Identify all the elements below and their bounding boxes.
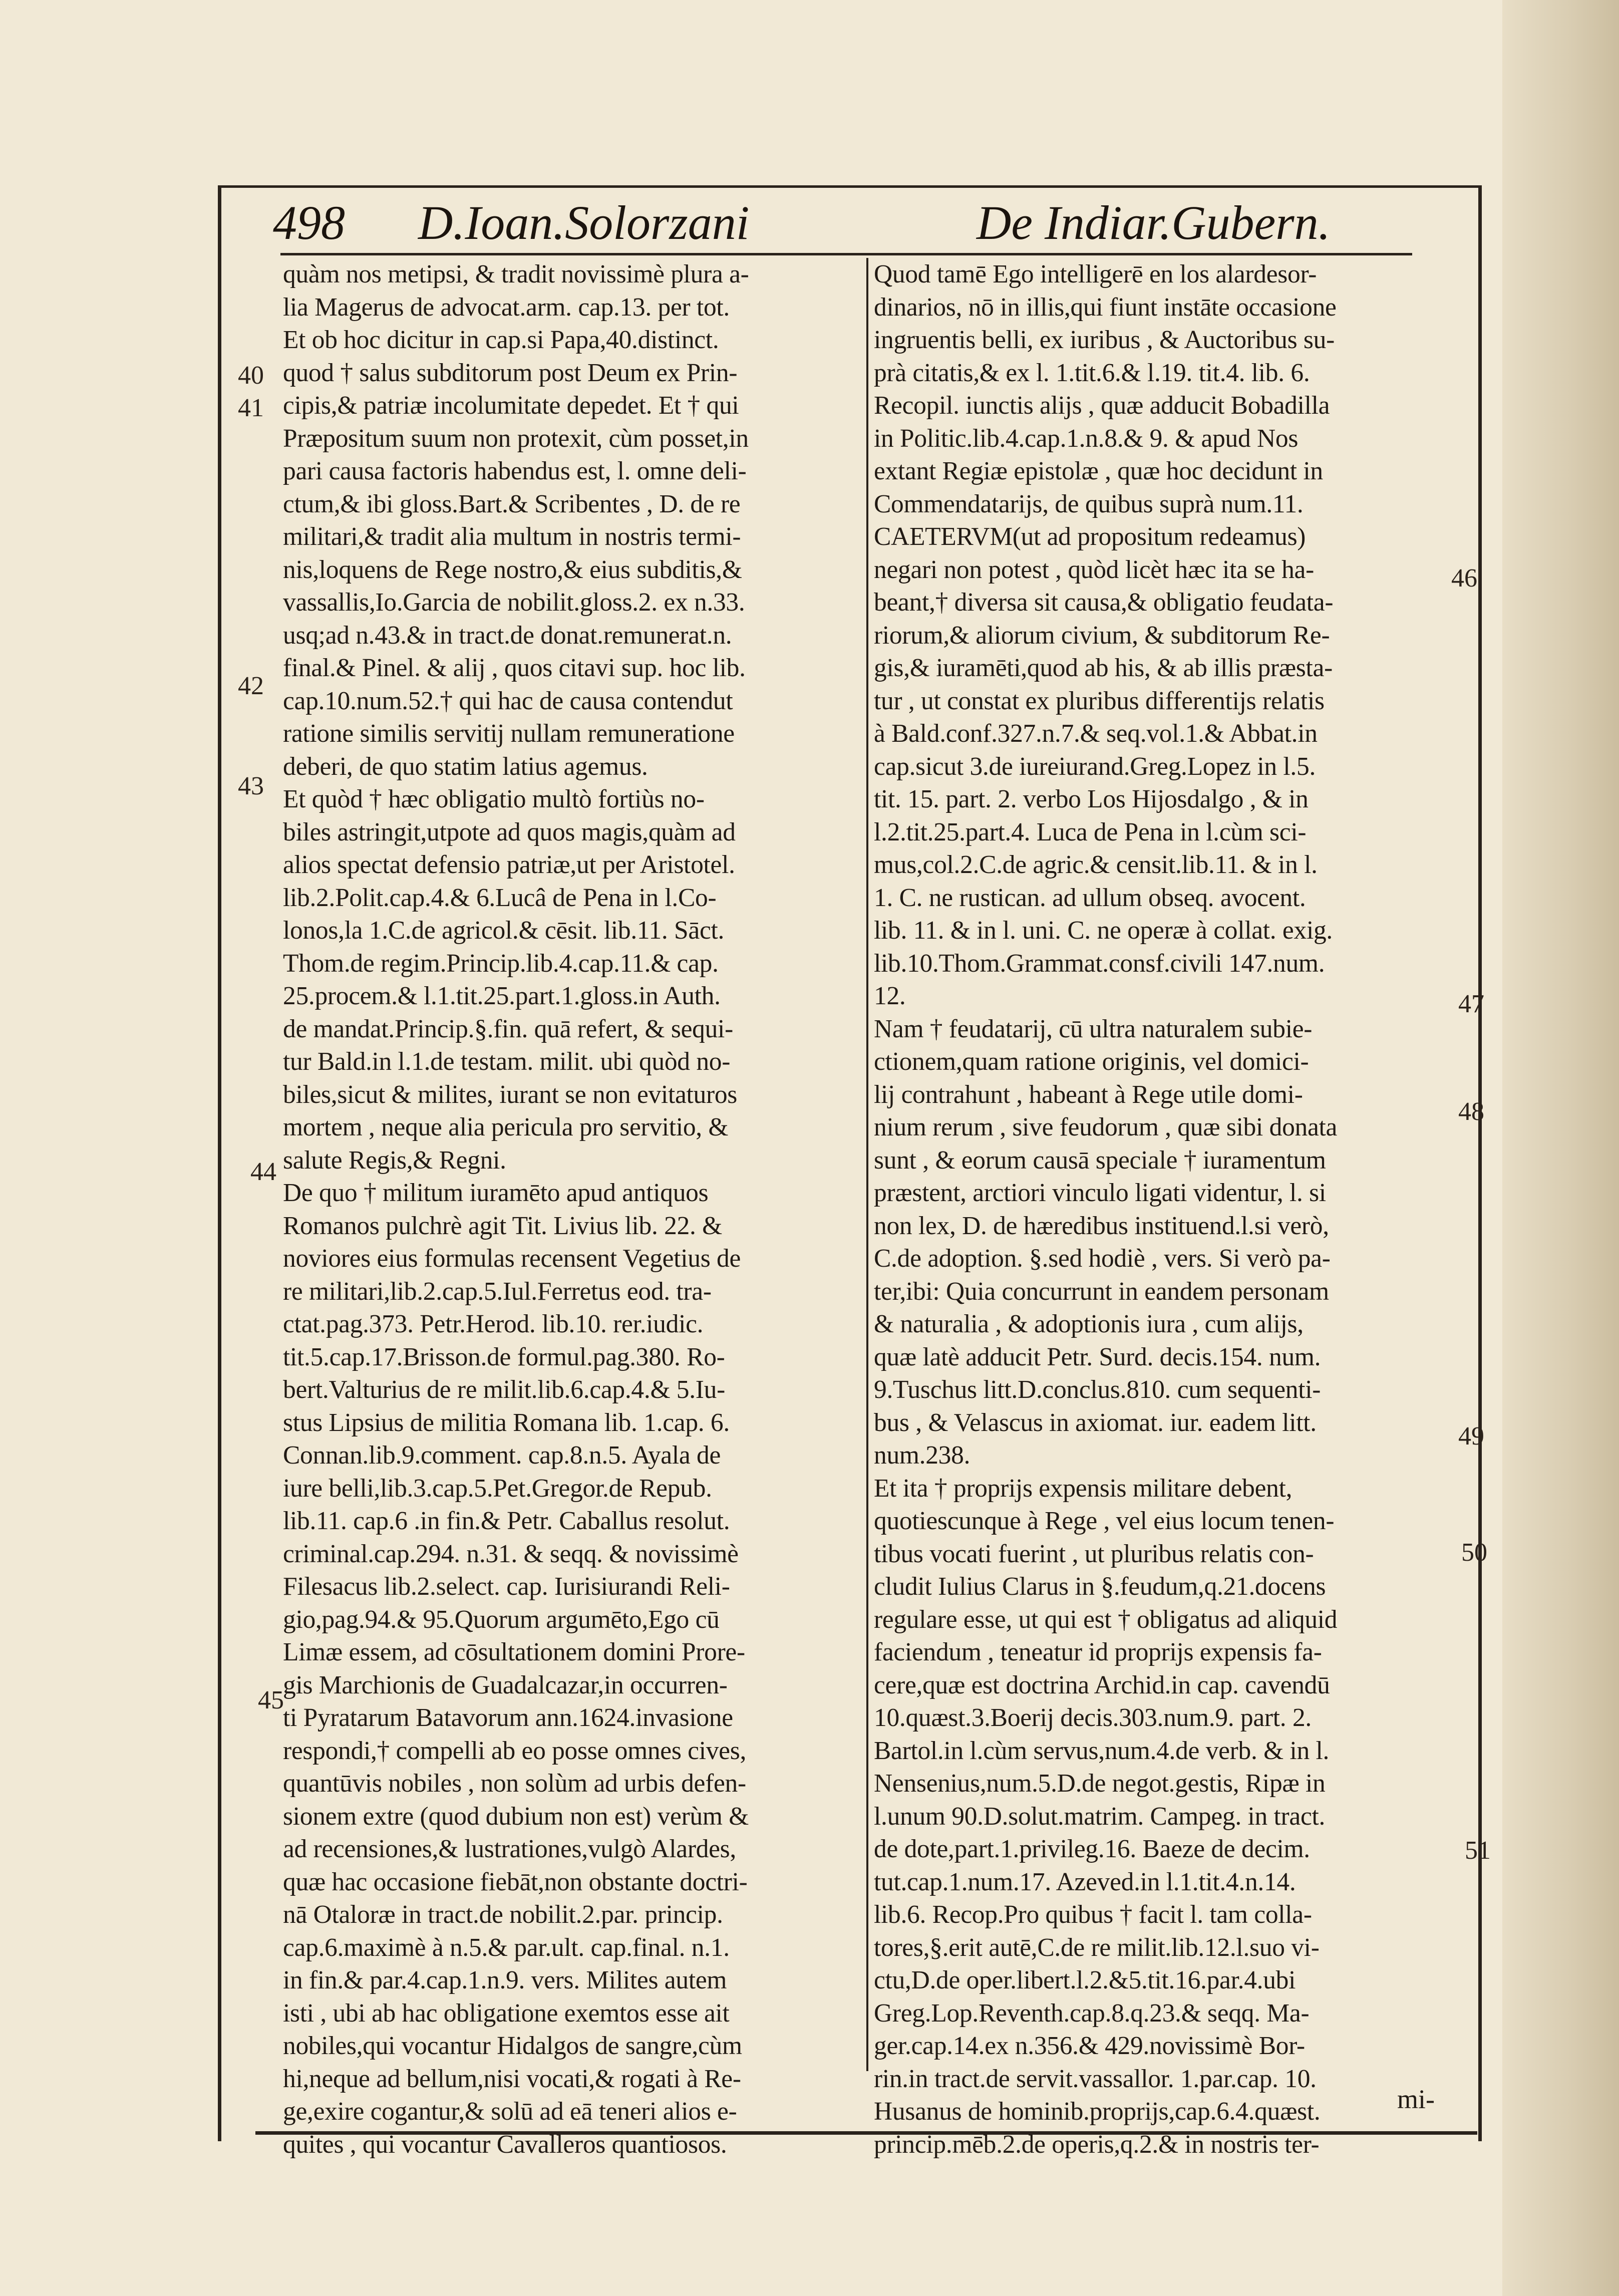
left-column-line: nā Otaloræ in tract.de nobilit.2.par. princip. bbox=[283, 1900, 723, 1929]
right-column-line: mus,col.2.C.de agric.& censit.lib.11. & in l. bbox=[874, 850, 1318, 879]
left-column-line: tur Bald.in l.1.de testam. milit. ubi quòd no- bbox=[283, 1047, 731, 1076]
right-column-line: ctu,D.de oper.libert.l.2.&5.tit.16.par.4.ubi bbox=[874, 1966, 1296, 1994]
right-column-line: rin.in tract.de servit.vassallor. 1.par.cap. 10. bbox=[874, 2064, 1317, 2093]
header-rule bbox=[280, 253, 1412, 255]
right-column-line: prà citatis,& ex l. 1.tit.6.& l.19. tit.4. lib. 6. bbox=[874, 358, 1310, 387]
left-column-line: Romanos pulchrè agit Tit. Livius lib. 22. & bbox=[283, 1211, 722, 1240]
right-column-line: ger.cap.14.ex n.356.& 429.novissimè Bor- bbox=[874, 2032, 1305, 2060]
left-column-line: in fin.& par.4.cap.1.n.9. vers. Milites autem bbox=[283, 1966, 727, 1994]
right-column-line: ter,ibi: Quia concurrunt in eandem personam bbox=[874, 1277, 1329, 1306]
left-column-line: pari causa factoris habendus est, l. omne deli- bbox=[283, 457, 747, 485]
left-column-line: Limæ essem, ad cōsultationem domini Prore- bbox=[283, 1638, 745, 1666]
right-column-line: Bartol.in l.cùm servus,num.4.de verb. & in l. bbox=[874, 1736, 1330, 1765]
catchword: mi- bbox=[1397, 2084, 1435, 2114]
right-column-line: cere,quæ est doctrina Archid.in cap. cavendū bbox=[874, 1670, 1330, 1699]
margin-number-44: 44 bbox=[250, 1158, 276, 1186]
right-column-line: 9.Tuschus litt.D.conclus.810. cum sequenti- bbox=[874, 1375, 1321, 1404]
right-column-line: Nensenius,num.5.D.de negot.gestis, Ripæ in bbox=[874, 1769, 1326, 1798]
margin-number-43: 43 bbox=[238, 772, 264, 800]
right-column-line: riorum,& aliorum civium, & subditorum Re- bbox=[874, 621, 1330, 650]
left-column-line: nobiles,qui vocantur Hidalgos de sangre,cùm bbox=[283, 2032, 742, 2060]
left-column-line: quæ hac occasione fiebāt,non obstante doctri- bbox=[283, 1867, 748, 1896]
margin-number-51: 51 bbox=[1465, 1836, 1491, 1865]
right-column-line: nium rerum , sive feudorum , quæ sibi donata bbox=[874, 1113, 1338, 1141]
right-column-line: CAETERVM(ut ad propositum redeamus) bbox=[874, 522, 1306, 551]
left-column-line: lib.11. cap.6 .in fin.& Petr. Caballus resolut. bbox=[283, 1507, 730, 1535]
left-column-line: De quo † militum iuramēto apud antiquos bbox=[283, 1179, 709, 1207]
right-column-line: lib. 11. & in l. uni. C. ne operæ à collat. exig. bbox=[874, 916, 1333, 945]
left-column-line: bert.Valturius de re milit.lib.6.cap.4.& 5.Iu- bbox=[283, 1375, 725, 1404]
right-column-line: de dote,part.1.privileg.16. Baeze de decim. bbox=[874, 1835, 1310, 1863]
left-column-line: respondi,† compelli ab eo posse omnes cives, bbox=[283, 1736, 747, 1765]
right-column-line: præstent, arctiori vinculo ligati videntur, l. si bbox=[874, 1179, 1326, 1207]
left-column-line: Præpositum suum non protexit, cùm posset,in bbox=[283, 424, 749, 453]
right-column-line: non lex, D. de hæredibus instituend.l.si verò, bbox=[874, 1211, 1329, 1240]
left-column-line: cipis,& patriæ incolumitate depedet. Et † qui bbox=[283, 391, 739, 420]
margin-number-41: 41 bbox=[238, 394, 264, 422]
left-column-line: cap.10.num.52.† qui hac de causa contendut bbox=[283, 686, 733, 715]
left-column-line: usq;ad n.43.& in tract.de donat.remunerat.n. bbox=[283, 621, 732, 650]
left-column-line: biles astringit,utpote ad quos magis,quàm ad bbox=[283, 817, 736, 846]
left-column-line: quàm nos metipsi, & tradit novissimè plura a- bbox=[283, 260, 749, 289]
left-column-line: sionem extre (quod dubium non est) verùm & bbox=[283, 1802, 749, 1831]
right-column-line: gis,& iuramēti,quod ab his, & ab illis præsta- bbox=[874, 654, 1333, 682]
right-column-line: Nam † feudatarij, cū ultra naturalem subie- bbox=[874, 1014, 1313, 1043]
left-column-line: ti Pyratarum Batavorum ann.1624.invasione bbox=[283, 1703, 733, 1732]
right-column bbox=[874, 258, 1445, 2159]
left-column-line: noviores eius formulas recensent Vegetius de bbox=[283, 1244, 741, 1273]
right-column-line: faciendum , teneatur id proprijs expensis fa- bbox=[874, 1638, 1322, 1666]
margin-number-50: 50 bbox=[1461, 1538, 1487, 1567]
left-column-line: deberi, de quo statim latius agemus. bbox=[283, 752, 648, 781]
left-column-line: mortem , neque alia pericula pro servitio, & bbox=[283, 1113, 729, 1141]
left-column-line: nis,loquens de Rege nostro,& eius subditis,& bbox=[283, 555, 742, 584]
right-column-line: tut.cap.1.num.17. Azeved.in l.1.tit.4.n.14. bbox=[874, 1867, 1296, 1896]
right-column-line: Recopil. iunctis alijs , quæ adducit Bobadilla bbox=[874, 391, 1330, 420]
left-column-line: alios spectat defensio patriæ,ut per Aristotel. bbox=[283, 850, 735, 879]
margin-number-45: 45 bbox=[258, 1686, 284, 1714]
left-column-line: Thom.de regim.Princip.lib.4.cap.11.& cap. bbox=[283, 949, 719, 978]
left-column-line: isti , ubi ab hac obligatione exemtos esse ait bbox=[283, 1998, 730, 2028]
right-column-line: beant,† diversa sit causa,& obligatio feudata- bbox=[874, 588, 1334, 617]
left-column-line: Filesacus lib.2.select. cap. Iurisiurandi Reli- bbox=[283, 1572, 730, 1601]
right-column-line: bus , & Velascus in axiomat. iur. eadem litt. bbox=[874, 1408, 1317, 1437]
right-column-line: negari non potest , quòd licèt hæc ita se ha- bbox=[874, 555, 1314, 584]
running-head-author: D.Ioan.Solorzani bbox=[418, 196, 750, 249]
right-column-line: cap.sicut 3.de iureiurand.Greg.Lopez in l.5. bbox=[874, 752, 1316, 781]
right-column-line: C.de adoption. §.sed hodiè , vers. Si verò pa- bbox=[874, 1244, 1331, 1273]
right-column-line: lij contrahunt , habeant à Rege utile domi- bbox=[874, 1080, 1303, 1109]
right-column-line: lib.10.Thom.Grammat.consf.civili 147.num. bbox=[874, 949, 1325, 978]
right-column-line: l.2.tit.25.part.4. Luca de Pena in l.cùm sci- bbox=[874, 817, 1307, 846]
right-column-line: à Bald.conf.327.n.7.& seq.vol.1.& Abbat.in bbox=[874, 719, 1318, 748]
column-divider bbox=[866, 258, 868, 2071]
left-column-line: 25.procem.& l.1.tit.25.part.1.gloss.in Auth. bbox=[283, 982, 721, 1010]
right-column-line: regulare esse, ut qui est † obligatus ad aliquid bbox=[874, 1605, 1338, 1634]
margin-number-49: 49 bbox=[1458, 1422, 1484, 1451]
left-column-line: re militari,lib.2.cap.5.Iul.Ferretus eod. tra- bbox=[283, 1277, 712, 1306]
left-column-line: vassallis,Io.Garcia de nobilit.gloss.2. ex n.33. bbox=[283, 588, 745, 617]
left-column-line: Connan.lib.9.comment. cap.8.n.5. Ayala de bbox=[283, 1441, 721, 1470]
left-column-line: stus Lipsius de militia Romana lib. 1.cap. 6. bbox=[283, 1408, 730, 1437]
left-column-line: lib.2.Polit.cap.4.& 6.Lucâ de Pena in l.Co- bbox=[283, 883, 717, 912]
left-column-line: ge,exire cogantur,& solū ad eā teneri alios e- bbox=[283, 2097, 737, 2126]
left-column-line: militari,& tradit alia multum in nostris termi- bbox=[283, 522, 741, 551]
margin-number-48: 48 bbox=[1458, 1097, 1484, 1126]
margin-number-47: 47 bbox=[1458, 990, 1484, 1018]
right-column-line: Commendatarijs, de quibus suprà num.11. bbox=[874, 489, 1304, 518]
right-column-line: num.238. bbox=[874, 1441, 970, 1470]
left-column-line: lia Magerus de advocat.arm. cap.13. per tot. bbox=[283, 293, 730, 322]
left-column-line: ad recensiones,& lustrationes,vulgò Alardes, bbox=[283, 1835, 736, 1863]
right-column-line: Quod tamē Ego intelligerē en los alardesor- bbox=[874, 260, 1317, 289]
left-column-line: de mandat.Princip.§.fin. quā refert, & sequi- bbox=[283, 1014, 733, 1043]
right-column-line: tores,§.erit autē,C.de re milit.lib.12.l.suo vi- bbox=[874, 1933, 1320, 1962]
right-column-line: in Politic.lib.4.cap.1.n.8.& 9. & apud Nos bbox=[874, 424, 1299, 453]
right-column-line: ctionem,quam ratione originis, vel domici- bbox=[874, 1047, 1309, 1076]
left-column-line: hi,neque ad bellum,nisi vocati,& rogati à Re- bbox=[283, 2064, 741, 2093]
right-column-line: Husanus de hominib.proprijs,cap.6.4.quæst. bbox=[874, 2097, 1321, 2126]
right-column-line: princip.mēb.2.de operis,q.2.& in nostris ter- bbox=[874, 2130, 1320, 2159]
right-column-line: & naturalia , & adoptionis iura , cum alijs, bbox=[874, 1310, 1304, 1338]
margin-number-46: 46 bbox=[1451, 564, 1477, 593]
margin-number-40: 40 bbox=[238, 361, 264, 390]
book-gutter bbox=[1497, 0, 1619, 2296]
right-column-line: tur , ut constat ex pluribus differentijs relatis bbox=[874, 686, 1325, 715]
right-column-line: extant Regiæ epistolæ , quæ hoc decidunt in bbox=[874, 457, 1323, 485]
left-column-line: quantūvis nobiles , non solùm ad urbis defen- bbox=[283, 1769, 746, 1798]
right-column-line: ingruentis belli, ex iuribus , & Auctoribus su- bbox=[874, 326, 1335, 354]
left-column-line: gis Marchionis de Guadalcazar,in occurren- bbox=[283, 1670, 728, 1699]
right-column-line: 10.quæst.3.Boerij decis.303.num.9. part. 2. bbox=[874, 1703, 1312, 1732]
left-column-line: ctat.pag.373. Petr.Herod. lib.10. rer.iudic. bbox=[283, 1310, 704, 1338]
right-column-line: dinarios, nō in illis,qui fiunt instāte occasione bbox=[874, 293, 1337, 322]
left-column-line: Et quòd † hæc obligatio multò fortiùs no- bbox=[283, 785, 705, 813]
running-head-title: De Indiar.Gubern. bbox=[977, 196, 1331, 249]
right-column-line: sunt , & eorum causā speciale † iuramentum bbox=[874, 1145, 1326, 1175]
right-column-line: l.unum 90.D.solut.matrim. Campeg. in tract. bbox=[874, 1802, 1326, 1831]
left-column-line: final.& Pinel. & alij , quos citavi sup. hoc lib. bbox=[283, 654, 746, 682]
right-column-line: cludit Iulius Clarus in §.feudum,q.21.docens bbox=[874, 1572, 1326, 1601]
left-column bbox=[283, 258, 861, 2159]
left-column-line: quod † salus subditorum post Deum ex Prin- bbox=[283, 358, 738, 387]
left-column-line: ratione similis servitij nullam remuneratione bbox=[283, 719, 735, 748]
right-column-line: quæ latè adducit Petr. Surd. decis.154. num. bbox=[874, 1342, 1321, 1371]
left-column-line: cap.6.maximè à n.5.& par.ult. cap.final. n.1. bbox=[283, 1933, 730, 1962]
right-column-line: tit. 15. part. 2. verbo Los Hijosdalgo , & in bbox=[874, 785, 1309, 813]
left-column-line: quites , qui vocantur Cavalleros quantiosos. bbox=[283, 2130, 727, 2159]
right-column-line: Greg.Lop.Reventh.cap.8.q.23.& seqq. Ma- bbox=[874, 1998, 1310, 2028]
page-number: 498 bbox=[273, 196, 345, 249]
left-column-line: Et ob hoc dicitur in cap.si Papa,40.distinct. bbox=[283, 326, 719, 354]
left-column-line: biles,sicut & milites, iurant se non evitaturos bbox=[283, 1080, 738, 1109]
left-column-line: tit.5.cap.17.Brisson.de formul.pag.380. Ro- bbox=[283, 1342, 725, 1371]
right-column-line: quotiescunque à Rege , vel eius locum tenen- bbox=[874, 1507, 1335, 1535]
margin-number-42: 42 bbox=[238, 672, 264, 700]
right-column-line: 12. bbox=[874, 982, 906, 1010]
left-column-line: iure belli,lib.3.cap.5.Pet.Gregor.de Repub. bbox=[283, 1474, 712, 1503]
left-column-line: gio,pag.94.& 95.Quorum argumēto,Ego cū bbox=[283, 1605, 720, 1634]
left-column-line: salute Regis,& Regni. bbox=[283, 1145, 506, 1175]
left-column-line: lonos,la 1.C.de agricol.& cēsit. lib.11. Sāct. bbox=[283, 916, 725, 945]
right-column-line: lib.6. Recop.Pro quibus † facit l. tam colla- bbox=[874, 1900, 1312, 1929]
right-column-line: tibus vocati fuerint , ut pluribus relatis con- bbox=[874, 1539, 1314, 1568]
left-column-line: ctum,& ibi gloss.Bart.& Scribentes , D. de re bbox=[283, 489, 741, 518]
right-column-line: 1. C. ne rustican. ad ullum obseq. avocent. bbox=[874, 883, 1306, 912]
right-column-line: Et ita † proprijs expensis militare debent, bbox=[874, 1474, 1292, 1503]
left-column-line: criminal.cap.294. n.31. & seqq. & novissimè bbox=[283, 1539, 739, 1568]
